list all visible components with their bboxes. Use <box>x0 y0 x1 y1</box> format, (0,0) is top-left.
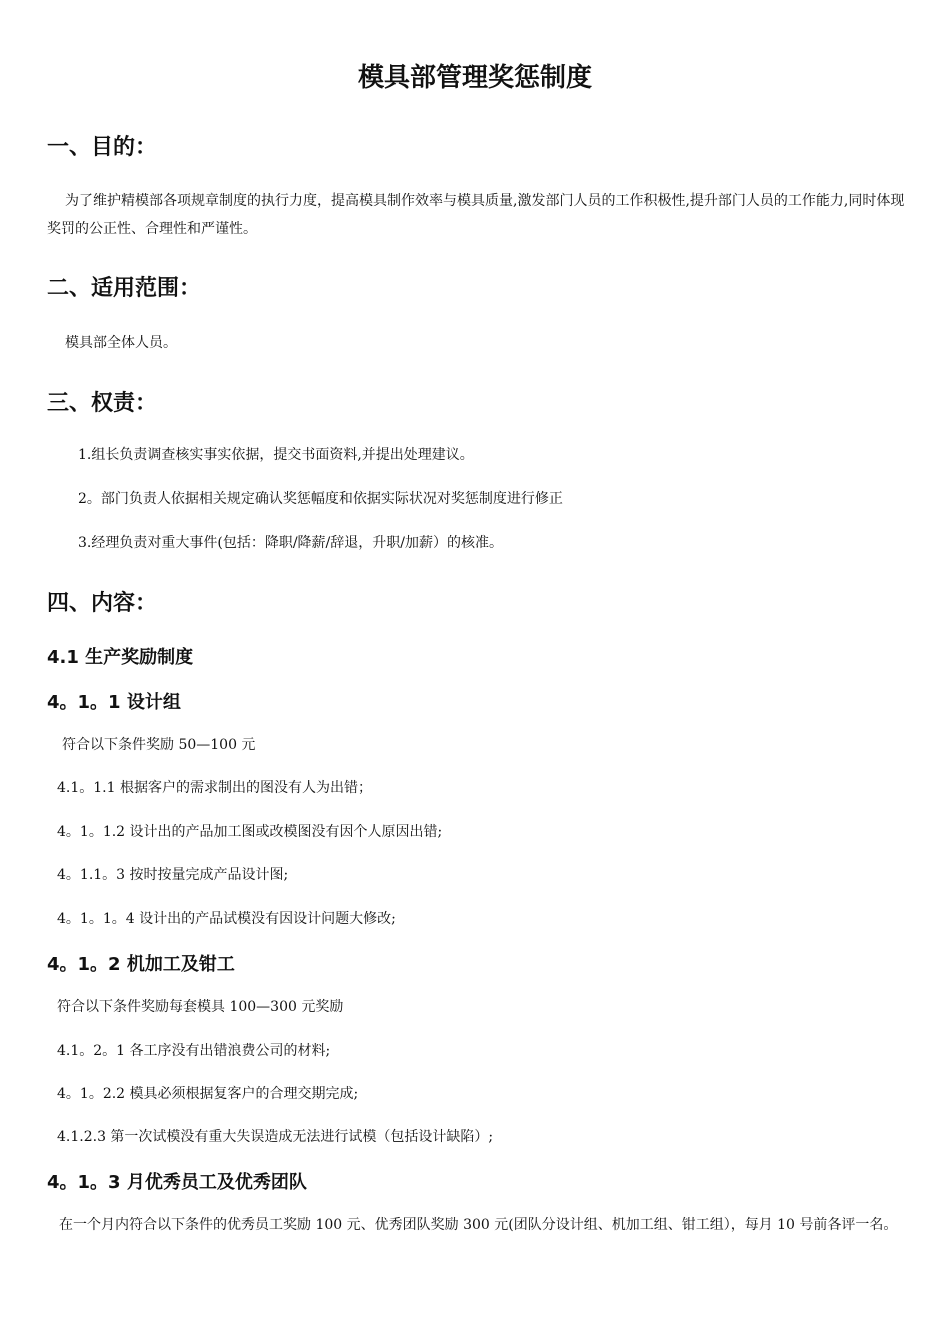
duty-item: 2。部门负责人依据相关规定确认奖惩幅度和依据实际状况对奖惩制度进行修正 <box>78 491 563 507</box>
design-group-heading: 4。1。1 设计组 <box>47 692 181 713</box>
purpose-heading: 一、目的： <box>47 135 158 160</box>
duty-item: 1.组长负责调查核实事实依据，提交书面资料,并提出处理建议。 <box>78 447 474 463</box>
machining-heading: 4。1。2 机加工及钳工 <box>47 954 235 975</box>
design-item: 4。1.1。3 按时按量完成产品设计图; <box>57 867 289 883</box>
excellent-heading: 4。1。3 月优秀员工及优秀团队 <box>47 1172 307 1193</box>
purpose-text: 为了维护精模部各项规章制度的执行力度，提高模具制作效率与模具质量,激发部门人员的工作积极性,提升部门人员的工作能力,同时体现奖罚的公正性、合理性和严谨性。 <box>47 193 905 237</box>
document-title: 模具部管理奖惩制度 <box>357 63 592 93</box>
design-item: 4。1。1。4 设计出的产品试模没有因设计问题大修改; <box>57 911 396 927</box>
design-item: 4.1。1.1 根据客户的需求制出的图没有人为出错； <box>57 780 372 796</box>
excellent-text: 在一个月内符合以下条件的优秀员工奖励 100 元、优秀团队奖励 300 元(团队分设计组、机加工组、钳工组），每月 10 号前各评一名。 <box>59 1217 898 1233</box>
machining-item: 4.1.2.3 第一次试模没有重大失误造成无法进行试模（包括设计缺陷）; <box>57 1129 494 1145</box>
section-4-1-heading: 4.1 生产奖励制度 <box>47 647 194 668</box>
machining-item: 4。1。2.2 模具必须根据复客户的合理交期完成; <box>57 1086 359 1102</box>
duties-heading: 三、权责： <box>47 391 158 416</box>
duty-item: 3.经理负责对重大事件(包括：降职/降薪/辞退，升职/加薪）的核准。 <box>78 535 503 551</box>
design-intro: 符合以下条件奖励 50—100 元 <box>62 737 256 753</box>
content-heading: 四、内容： <box>47 591 158 616</box>
scope-heading: 二、适用范围： <box>47 276 202 301</box>
machining-intro: 符合以下条件奖励每套模具 100—300 元奖励 <box>57 999 344 1015</box>
scope-text: 模具部全体人员。 <box>65 335 177 351</box>
design-item: 4。1。1.2 设计出的产品加工图或改模图没有因个人原因出错; <box>57 824 443 840</box>
machining-item: 4.1。2。1 各工序没有出错浪费公司的材料; <box>57 1043 331 1059</box>
